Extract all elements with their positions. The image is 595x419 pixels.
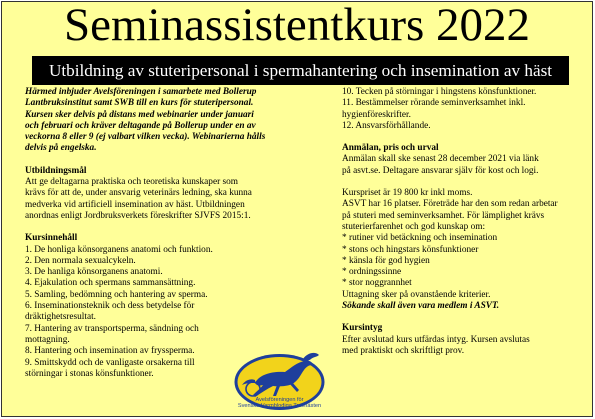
page-title: Seminassistentkurs 2022 bbox=[63, 1, 531, 51]
list-item: 2. Den normala sexualcykeln. bbox=[25, 255, 136, 266]
list-item: 9. Smittskydd och de vanligaste orsakerna till bbox=[25, 357, 195, 368]
horse-logo-icon bbox=[233, 349, 326, 412]
goal-section: Utbildningsmål Att ge deltagarna praktiska och teoretiska kunskaper som krävs för att de, under ansvarig veterinärs ledning, ska kunna medverka vid artificiell insemination av häst. Utbildningen anordnas enligt Jordbruksverkets föreskrifter SJVFS 2015:1. bbox=[25, 166, 325, 222]
list-item: störningar i stonas könsfunktioner. bbox=[25, 368, 154, 379]
list-item: * känsla för god hygien bbox=[342, 255, 430, 266]
list-item: 10. Tecken på störningar i hingstens könsfunktioner. bbox=[342, 87, 537, 97]
list-item: hygienföreskrifter. bbox=[342, 109, 411, 120]
left-column bbox=[25, 87, 325, 380]
list-item: 5. Samling, bedömning och hantering av sperma. bbox=[25, 289, 208, 300]
certificate-heading: Kursintyg bbox=[342, 323, 383, 334]
association-logo bbox=[233, 349, 326, 412]
list-item: * stor noggrannhet bbox=[342, 278, 412, 289]
list-item: dräktighetsresultat. bbox=[25, 312, 96, 323]
list-item: 7. Hantering av transportsperma, sändning och bbox=[25, 323, 199, 334]
list-item: 8. Hantering och insemination av fryssperma. bbox=[25, 346, 195, 357]
logo-line-2: Svenska Varmblodiga Travhästen bbox=[237, 403, 322, 409]
registration-heading: Anmälan, pris och urval bbox=[342, 143, 439, 154]
subtitle-banner: Utbildning av stuteripersonal i spermahantering och insemination av häst bbox=[32, 56, 569, 85]
membership-note: Sökande skall även vara medlem i ASVT. bbox=[342, 301, 500, 312]
certificate-section: Kursintyg Efter avslutad kurs utfärdas intyg. Kursen avslutas med praktiskt och skriftligt prov. bbox=[342, 323, 587, 357]
list-item: * ordningssinne bbox=[342, 267, 402, 278]
list-item: * rutiner vid betäckning och insemination bbox=[342, 233, 498, 244]
goal-heading: Utbildningsmål bbox=[25, 165, 87, 176]
content-heading: Kursinnehåll bbox=[25, 233, 78, 244]
list-item: * stons och hingstars könsfunktioner bbox=[342, 244, 479, 255]
right-column bbox=[342, 87, 587, 357]
poster bbox=[1, 1, 593, 417]
content-continued bbox=[342, 87, 587, 132]
list-item: 12. Ansvarsförhållande. bbox=[342, 120, 431, 131]
list-item: 6. Inseminationsteknik och dess betydelse för bbox=[25, 301, 195, 312]
list-item: 3. De hanliga könsorganens anatomi. bbox=[25, 267, 163, 278]
intro-paragraph: Härmed inbjuder Avelsföreningen i samarbete med Bollerup Lantbruksinstitut samt SWB till en kurs för stuteripersonal. Kursen sker delvis på distans med webinarier under januari och februari och kräver deltagande på Bollerup under en av veckorna 8 eller 9 (ej valbart vilken vecka). Webinarierna hålls delvis på engelska. bbox=[25, 87, 266, 154]
list-item: 4. Ejakulation och spermans sammansättning. bbox=[25, 278, 196, 289]
list-item: 11. Bestämmelser rörande seminverksamhet inkl. bbox=[342, 98, 526, 109]
logo-line-1: Avelsföreningen för bbox=[255, 397, 304, 403]
list-item: mottagning. bbox=[25, 334, 70, 345]
list-item: 1. De honliga könsorganens anatomi och funktion. bbox=[25, 244, 213, 255]
registration-section: Anmälan, pris och urval Anmälan skall ske senast 28 december 2021 via länk på asvt.se. Deltagare ansvarar själv för kost och logi. Kurspriset är 19 800 kr inkl moms. ASVT har 16 platser. Företräde har den som redan arbetar på stuteri med seminverksamhet. För lämplighet krävs stuterierfarenhet och god kunskap om: * rutiner vid betäckning och insemination * stons och hingstars könsfunktioner * känsla för god hygien * ordningssinne * stor noggrannhet Uttagning sker på ovanstående kriterier. Sökande skall även vara medlem i ASVT. bbox=[342, 143, 587, 312]
